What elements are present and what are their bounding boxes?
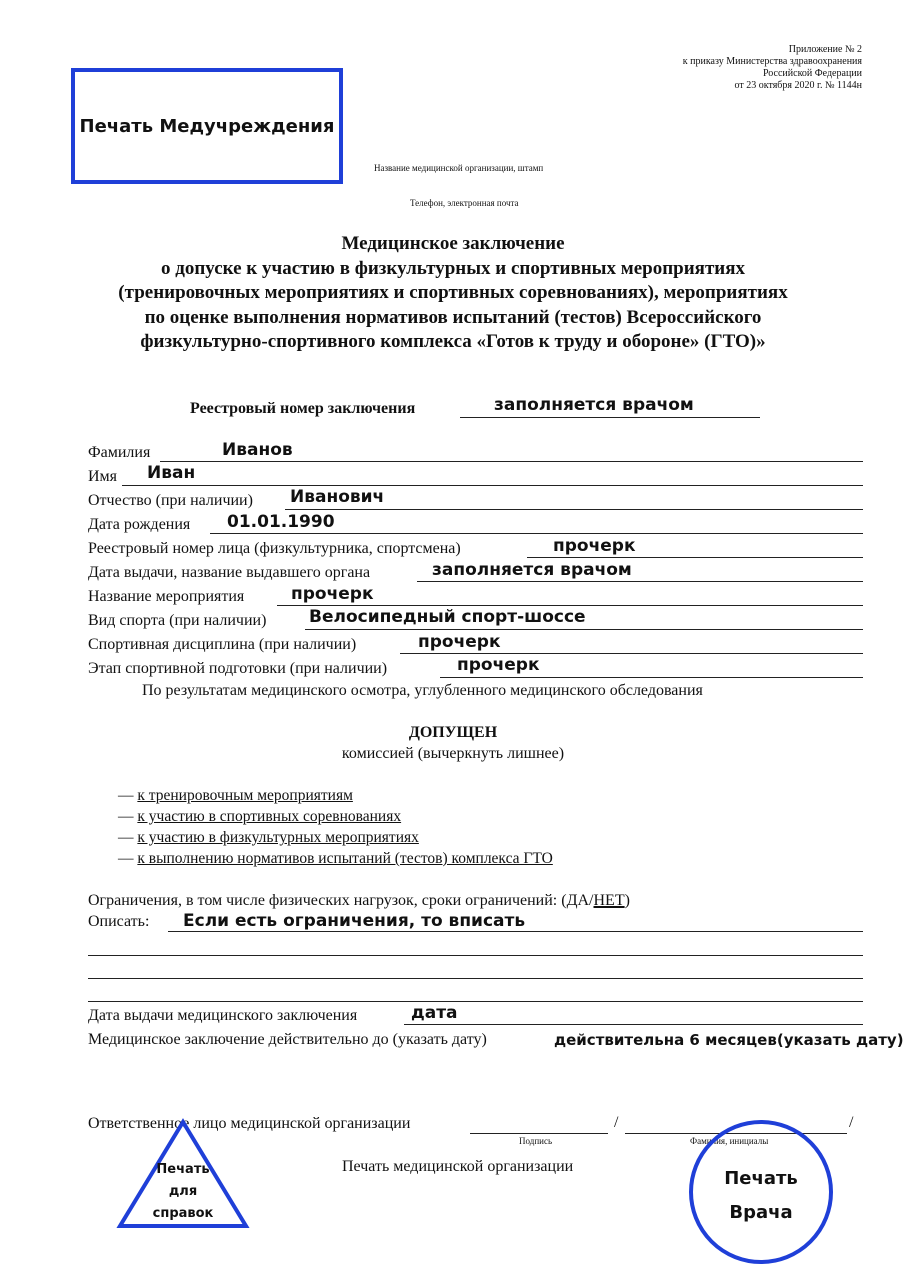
list-dash: — xyxy=(118,829,134,846)
name-line xyxy=(122,485,863,486)
list-item[interactable] xyxy=(118,787,353,805)
triangle-stamp-text xyxy=(136,1159,230,1225)
doctor-stamp-line-2: Врача xyxy=(729,1202,793,1223)
person-registry-label: Реестровый номер лица (физкультурника, спортсмена) xyxy=(88,540,461,557)
event-value[interactable]: прочерк xyxy=(291,584,374,604)
discipline-label: Спортивная дисциплина (при наличии) xyxy=(88,636,357,653)
org-name-caption: Название медицинской организации, штамп xyxy=(374,163,544,173)
restrictions-no[interactable]: НЕТ xyxy=(593,892,625,909)
issue-date-line xyxy=(404,1024,863,1025)
valid-until-value[interactable]: действительна 6 месяцев(указать дату) xyxy=(554,1031,904,1049)
list-item[interactable] xyxy=(118,808,401,826)
stage-value[interactable]: прочерк xyxy=(457,655,540,675)
registry-label: Реестровый номер заключения xyxy=(190,400,416,417)
list-dash: — xyxy=(118,850,134,867)
list-dash: — xyxy=(118,787,134,804)
list-item[interactable] xyxy=(118,850,553,868)
describe-line-2 xyxy=(88,955,863,956)
triangle-stamp-line-2: для xyxy=(168,1184,198,1199)
birthdate-label: Дата рождения xyxy=(88,516,191,533)
appendix-line-2: к приказу Министерства здравоохранения xyxy=(682,56,862,67)
surname-value[interactable]: Иванов xyxy=(222,440,293,460)
list-dash: — xyxy=(118,808,134,825)
describe-line-4 xyxy=(88,1001,863,1002)
stamp-text: Печать Медучреждения xyxy=(79,115,335,137)
describe-line-3 xyxy=(88,978,863,979)
name-label: Имя xyxy=(88,468,118,485)
birthdate-line xyxy=(210,533,863,534)
appendix-header xyxy=(683,44,862,92)
describe-value[interactable]: Если есть ограничения, то вписать xyxy=(183,911,526,931)
issue-line xyxy=(417,581,863,582)
event-label: Название мероприятия xyxy=(88,588,245,605)
list-item-text: к тренировочным мероприятиям xyxy=(137,787,353,804)
results-text: По результатам медицинского осмотра, углубленного медицинского обследования xyxy=(142,682,703,699)
valid-until-label: Медицинское заключение действительно до (указать дату) xyxy=(88,1031,487,1048)
person-registry-line xyxy=(527,557,863,558)
restrictions-line xyxy=(88,892,630,910)
list-item-text: к выполнению нормативов испытаний (тестов) комплекса ГТО xyxy=(137,850,553,867)
appendix-line-1: Приложение № 2 xyxy=(788,44,862,55)
slash-2: / xyxy=(849,1114,854,1131)
triangle-stamp-line-3: справок xyxy=(152,1206,214,1221)
discipline-line xyxy=(400,653,863,654)
issue-date-label: Дата выдачи медицинского заключения xyxy=(88,1007,358,1024)
signature-line xyxy=(470,1133,608,1134)
stage-line xyxy=(440,677,863,678)
person-registry-value[interactable]: прочерк xyxy=(553,536,636,556)
sport-label: Вид спорта (при наличии) xyxy=(88,612,267,629)
stage-label: Этап спортивной подготовки (при наличии) xyxy=(88,660,388,677)
title-line-3: (тренировочных мероприятиях и спортивных соревнованиях), мероприятиях xyxy=(118,282,788,303)
commission-text: комиссией (вычеркнуть лишнее) xyxy=(341,745,565,762)
sport-value[interactable]: Велосипедный спорт-шоссе xyxy=(309,607,586,627)
name-value[interactable]: Иван xyxy=(147,463,196,483)
appendix-line-4: от 23 октября 2020 г. № 1144н xyxy=(734,80,862,91)
triangle-stamp-line-1: Печать xyxy=(156,1162,210,1177)
patronymic-line xyxy=(285,509,863,510)
org-seal-text: Печать медицинской организации xyxy=(342,1158,574,1175)
sport-line xyxy=(305,629,863,630)
medical-institution-stamp xyxy=(71,68,343,184)
restrictions-text: Ограничения, в том числе физических нагрузок, сроки ограничений: (ДА/ xyxy=(88,892,594,909)
issue-label: Дата выдачи, название выдавшего органа xyxy=(88,564,371,581)
surname-label: Фамилия xyxy=(88,444,151,461)
patronymic-label: Отчество (при наличии) xyxy=(88,492,253,509)
patronymic-value[interactable]: Иванович xyxy=(290,487,385,507)
signature-caption: Подпись xyxy=(519,1136,553,1146)
slash-1: / xyxy=(614,1114,619,1131)
title-line-4: по оценке выполнения нормативов испытаний (тестов) Всероссийского xyxy=(144,306,762,328)
admitted-heading: ДОПУЩЕН xyxy=(408,724,498,741)
restrictions-close: ) xyxy=(624,892,630,909)
list-item-text: к участию в спортивных соревнованиях xyxy=(137,808,402,825)
discipline-value[interactable]: прочерк xyxy=(418,632,501,652)
list-item[interactable] xyxy=(118,829,419,847)
title-line-1: Медицинское заключение xyxy=(341,233,565,254)
doctor-stamp-text xyxy=(689,1162,833,1230)
list-item-text: к участию в физкультурных мероприятиях xyxy=(137,829,419,846)
doctor-stamp-line-1: Печать xyxy=(724,1168,798,1189)
responsible-label: Ответственное лицо медицинской организации xyxy=(88,1115,411,1132)
phone-caption: Телефон, электронная почта xyxy=(410,198,519,208)
surname-line xyxy=(160,461,863,462)
birthdate-value[interactable]: 01.01.1990 xyxy=(227,512,335,532)
issue-date-value[interactable]: дата xyxy=(411,1003,458,1023)
describe-line xyxy=(168,931,863,932)
appendix-line-3: Российской Федерации xyxy=(762,68,862,79)
event-line xyxy=(277,605,863,606)
describe-label: Описать: xyxy=(88,913,150,930)
title-line-5: физкультурно-спортивного комплекса «Готов к труду и обороне» (ГТО)» xyxy=(140,331,766,352)
document-title xyxy=(0,232,906,355)
issue-value[interactable]: заполняется врачом xyxy=(432,560,632,580)
title-line-2: о допуске к участию в физкультурных и спортивных мероприятиях xyxy=(160,257,746,279)
registry-line xyxy=(460,417,760,418)
registry-value[interactable]: заполняется врачом xyxy=(494,395,694,415)
fio-caption: Фамилия, инициалы xyxy=(690,1136,769,1146)
